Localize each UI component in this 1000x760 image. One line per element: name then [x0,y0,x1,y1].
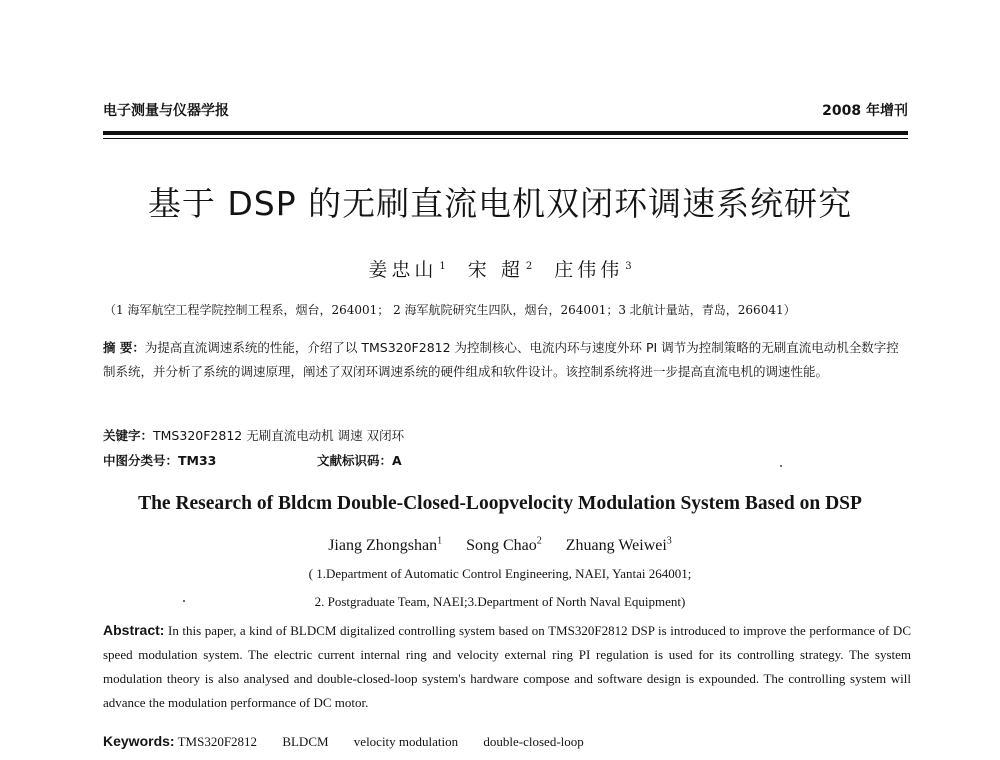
journal-name: 电子测量与仪器学报 [103,103,229,119]
en-abstract [103,618,911,715]
cn-abstract [103,336,909,384]
en-affiliation-line2: 2. Postgraduate Team, NAEI;3.Department of North Naval Equipment) [314,594,686,609]
en-title: The Research of Bldcm Double-Closed-Loopvelocity Modulation System Based on DSP [138,493,862,514]
cn-keywords-text: TMS320F2812 无刷直流电动机 调速 双闭环 [153,428,405,443]
journal-issue: 2008 年增刊 [822,103,908,119]
cn-author-list [0,255,1000,282]
en-abstract-text: In this paper, a kind of BLDCM digitalized controlling system based on TMS320F2812 DSP is introduced to improve the performance of DC speed modulation system. The electric current internal ring and velocity external ring PI regulation is used for its controlling strategy. The system modulation theory is also analysed and double-closed-loop system's hardware compose and software design is expounded. The controlling system will advance the modulation performance of DC motor. [103,623,911,710]
en-keyword: velocity modulation [353,734,459,749]
cn-author: 庄伟伟 $^3$ [554,259,632,281]
en-author-list [0,536,1000,555]
en-keyword: TMS320F2812 [177,734,258,749]
cn-abstract-text: 为提高直流调速系统的性能，介绍了以 TMS320F2812 为控制核心、电流内环与速度外环 PI 调节为控制策略的无刷直流电动机全数字控制系统，并分析了系统的调速原理，阐述了双闭环调速系统的硬件组成和软件设计。该控制系统将进一步提高直流电机的调速性能。 [103,340,899,379]
cn-keywords [103,426,404,444]
cn-abstract-label: 摘 要： [103,340,145,355]
en-keyword: double-closed-loop [483,734,584,749]
cn-author: 宋 超 $^2$ [467,259,533,281]
en-keywords [103,733,606,750]
header-rule-thick [103,131,908,135]
en-keyword: BLDCM [282,734,329,749]
cn-title: 基于 DSP 的无刷直流电机双闭环调速系统研究 [147,184,853,223]
header-rule-thin [103,138,908,139]
cn-keywords-label: 关键字： [103,428,154,443]
cn-author: 姜忠山 $^1$ [368,259,446,281]
en-author: Jiang Zhongshan$^1$ [328,536,443,555]
cn-doc-code: 文献标识码：A [317,453,402,468]
journal-header [103,100,908,120]
en-author: Zhuang Weiwei$^3$ [565,536,672,555]
en-author: Song Chao$^2$ [466,536,542,555]
scan-speck [183,600,185,602]
cn-classification: 中图分类号：TM33 [103,453,217,468]
en-keywords-label: Keywords: [103,733,175,749]
en-abstract-label: Abstract: [103,622,165,638]
scan-speck [780,465,782,467]
cn-affiliation: （1 海军航空工程学院控制工程系，烟台，264001； 2 海军航院研究生四队，烟台，264001；3 北航计量站，青岛，266041） [104,303,796,317]
en-affiliation-line1: ( 1.Department of Automatic Control Engineering, NAEI, Yantai 264001; [308,566,692,581]
